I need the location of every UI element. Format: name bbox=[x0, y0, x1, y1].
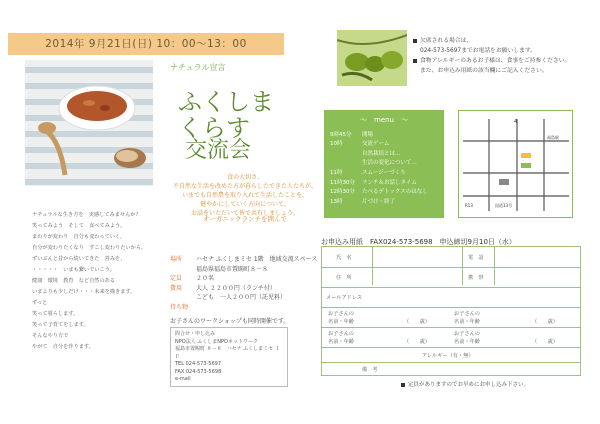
contact-line: e-mail bbox=[175, 376, 191, 382]
menu-desc: 開場 bbox=[362, 131, 374, 138]
email-label: メールアドレス bbox=[326, 295, 363, 301]
child-label-4: お子さんの bbox=[454, 331, 480, 337]
note-1 bbox=[413, 36, 573, 46]
age-field-4[interactable]: （ 歳） bbox=[532, 339, 558, 345]
menu-time: 12時30分 bbox=[330, 189, 355, 196]
menu-desc: 交流ゲーム bbox=[362, 141, 390, 148]
name-label: 氏 名 bbox=[336, 255, 352, 261]
menu-item bbox=[330, 169, 438, 179]
contact-box bbox=[170, 327, 288, 387]
menu-time: 11時 bbox=[330, 169, 343, 176]
mobile-field[interactable] bbox=[496, 269, 580, 285]
bullet-icon bbox=[413, 59, 417, 63]
intro-line: いまでも自然農を取り入れて生活したことを、 bbox=[181, 192, 308, 199]
menu-time: 13時 bbox=[330, 198, 343, 205]
menu-time bbox=[330, 150, 362, 160]
contact-line: NPO法人 ふくしまNPOネットワーク bbox=[175, 338, 258, 345]
footer-note bbox=[401, 380, 529, 388]
child-age-label-3: 名前・年齢 bbox=[328, 339, 354, 345]
note-text: 食物アレルギーのあるお子様は、食事をご持参ください。 bbox=[420, 58, 571, 64]
bullet-icon bbox=[401, 383, 405, 387]
application-form bbox=[321, 246, 581, 376]
menu-item bbox=[330, 179, 438, 189]
detail-row bbox=[170, 294, 330, 302]
poem-line: ナチュラルな生き方を 実感してみませんか？ bbox=[32, 212, 141, 218]
bullet-icon bbox=[413, 39, 417, 43]
name-field[interactable] bbox=[374, 249, 460, 265]
detail-row bbox=[170, 266, 330, 274]
menu-desc: 生活の変化について… bbox=[362, 160, 417, 167]
poem-line: やがて 自分を作ります。 bbox=[32, 344, 94, 350]
age-field-3[interactable]: （ 歳） bbox=[404, 339, 430, 345]
child-label-1: お子さんの bbox=[328, 311, 354, 317]
age-field-1[interactable]: （ 歳） bbox=[404, 319, 430, 325]
note-2-cont: また、お申込み用紙の該当欄にご記入ください。 bbox=[420, 68, 548, 74]
poem-line: 自分が変わりたくなり すこし変わりたいから。 bbox=[32, 245, 147, 251]
child-age-label-2: 名前・年齢 bbox=[454, 319, 480, 325]
soup-photo bbox=[25, 60, 153, 186]
poem-line: 笑って子育てをします。 bbox=[32, 322, 89, 328]
poem-line: 笑って暮らします。 bbox=[32, 311, 79, 317]
olive-photo bbox=[337, 30, 407, 86]
detail-value: ハセナ ふくしまミセ 1階 地域交流スペース bbox=[196, 256, 318, 263]
form-line bbox=[322, 267, 580, 268]
detail-key bbox=[170, 294, 196, 302]
menu-item bbox=[330, 159, 438, 169]
poem-line: まわりが変わり 自分も変わっていく。 bbox=[32, 234, 126, 240]
menu-desc: ランチ＆お話しタイム bbox=[362, 179, 417, 186]
child-label-3: お子さんの bbox=[328, 331, 354, 337]
map-r13-label: R13 bbox=[465, 203, 473, 208]
menu-desc: たべるデトックスのはなし bbox=[362, 189, 428, 196]
age-field-2[interactable]: （ 歳） bbox=[532, 319, 558, 325]
note-text: 欠席される場合は、 bbox=[420, 38, 473, 44]
title-line-1: ふくしま bbox=[178, 88, 274, 116]
allergy-field[interactable]: アレルギー（有・無） bbox=[422, 353, 474, 359]
poem-line: ・・・・・ いまも繋いでいこう。 bbox=[32, 267, 116, 273]
menu-box bbox=[324, 110, 444, 218]
menu-item bbox=[330, 150, 438, 160]
detail-key: 定員 bbox=[170, 275, 183, 282]
menu-item bbox=[330, 140, 438, 150]
menu-desc: 片づけ・終了 bbox=[362, 198, 396, 205]
note-1-cont: 024-573-5697までお電話をお願いします。 bbox=[420, 48, 536, 54]
detail-row bbox=[170, 285, 330, 293]
map-route-label: 4 bbox=[514, 119, 518, 125]
tel-label: 電 話 bbox=[468, 255, 484, 261]
detail-row bbox=[170, 304, 330, 312]
email-field[interactable] bbox=[374, 289, 580, 305]
detail-value: 福島県福島市置賜町８－８ bbox=[196, 265, 269, 273]
note-2 bbox=[413, 56, 573, 66]
intro-line: 食の大切さ、 bbox=[227, 174, 263, 181]
event-date-banner: 2014年 9月21日(日) 10：00～13：00 bbox=[8, 33, 284, 55]
event-subtitle: ナチュラル宣言 bbox=[170, 63, 226, 72]
poem-text bbox=[32, 210, 150, 353]
footer-text: 定員がありますのでお早めにお申し込み下さい。 bbox=[408, 382, 530, 388]
intro-text bbox=[170, 173, 320, 218]
detail-key: 持ち物 bbox=[170, 303, 189, 311]
remarks-label: 備 考 bbox=[362, 367, 378, 373]
child-age-label-4: 名前・年齢 bbox=[454, 339, 480, 345]
organic-lunch-caption: オーガニックランチを囲んで bbox=[202, 215, 288, 223]
detail-row bbox=[170, 256, 330, 264]
form-divider bbox=[494, 247, 495, 285]
menu-time bbox=[330, 159, 362, 169]
poem-line: いまよりも少しだけ・・・未来を描きます。 bbox=[32, 289, 136, 295]
detail-key: 費用 bbox=[170, 284, 183, 292]
menu-item bbox=[330, 131, 438, 141]
title-line-3: 交流会 bbox=[185, 138, 252, 163]
mobile-label: 携 帯 bbox=[468, 275, 484, 281]
form-line bbox=[322, 307, 580, 308]
form-divider bbox=[462, 247, 463, 285]
tel-field[interactable] bbox=[496, 249, 580, 265]
intro-line: 健やかにしていく方向について、 bbox=[200, 201, 290, 208]
map-r13b-label: 国道13号 bbox=[495, 203, 513, 208]
poem-line: ずっと bbox=[32, 300, 48, 306]
menu-time: 10時 bbox=[330, 141, 343, 148]
menu-title: ～ menu ～ bbox=[360, 116, 408, 124]
detail-key bbox=[170, 266, 196, 274]
form-line bbox=[322, 347, 580, 348]
contact-line: FAX 024-573-5698 bbox=[175, 368, 222, 375]
form-divider bbox=[372, 247, 373, 285]
detail-value: ２０名 bbox=[196, 275, 215, 282]
contact-line: 福島市置賜町 ８－８ ハセナ ふくしまミセ １Ｆ bbox=[175, 346, 280, 360]
detail-value: 大人 ２２００円（ランチ付） bbox=[196, 284, 276, 292]
contact-line: TEL 024-573-5697 bbox=[175, 361, 222, 367]
form-line bbox=[322, 287, 580, 288]
detail-value: こども 一人２００円（託児料） bbox=[196, 294, 287, 301]
form-line bbox=[322, 327, 580, 328]
menu-desc: 自然栽培とは… bbox=[362, 150, 401, 157]
title-line-2: くらす bbox=[178, 114, 250, 142]
poem-line: ずいぶんと昔から続いてきた 営みを、 bbox=[32, 256, 126, 262]
menu-time: 11時30分 bbox=[330, 179, 355, 186]
form-header: お申込み用紙 FAX024-573-5698 申込締切9月10日（水） bbox=[321, 238, 516, 246]
menu-time: 9時45分 bbox=[330, 131, 352, 138]
menu-item bbox=[330, 188, 438, 198]
poem-line: 健康 環境 教育 など自然のある bbox=[32, 278, 116, 284]
detail-key: 場所 bbox=[170, 256, 183, 263]
workshop-note: お子さんのワークショップも同時開催です。 bbox=[170, 318, 290, 325]
attendance-notes bbox=[413, 36, 573, 76]
intro-line: 不自然な生活を改めた方が暮らしたできた人たちが、 bbox=[172, 183, 317, 190]
detail-row bbox=[170, 275, 330, 283]
poem-line: 笑ってみよう そして 食べてみよう。 bbox=[32, 223, 126, 229]
poem-line: そんなやり方で bbox=[32, 333, 69, 339]
child-age-label-1: 名前・年齢 bbox=[328, 319, 354, 325]
event-details bbox=[170, 256, 330, 313]
address-field[interactable] bbox=[374, 269, 460, 285]
address-label: 住 所 bbox=[336, 275, 352, 281]
child-label-2: お子さんの bbox=[454, 311, 480, 317]
menu-item bbox=[330, 198, 438, 208]
map-station-label: 福島駅 bbox=[547, 135, 559, 140]
intro-line: お話をいただいて皆で共有しましょう。 bbox=[190, 210, 299, 217]
remarks-field[interactable] bbox=[382, 363, 580, 375]
contact-line: 問合せ・申し込み bbox=[175, 331, 216, 337]
access-map bbox=[458, 110, 573, 218]
menu-desc: スムージーづくり bbox=[362, 169, 406, 176]
